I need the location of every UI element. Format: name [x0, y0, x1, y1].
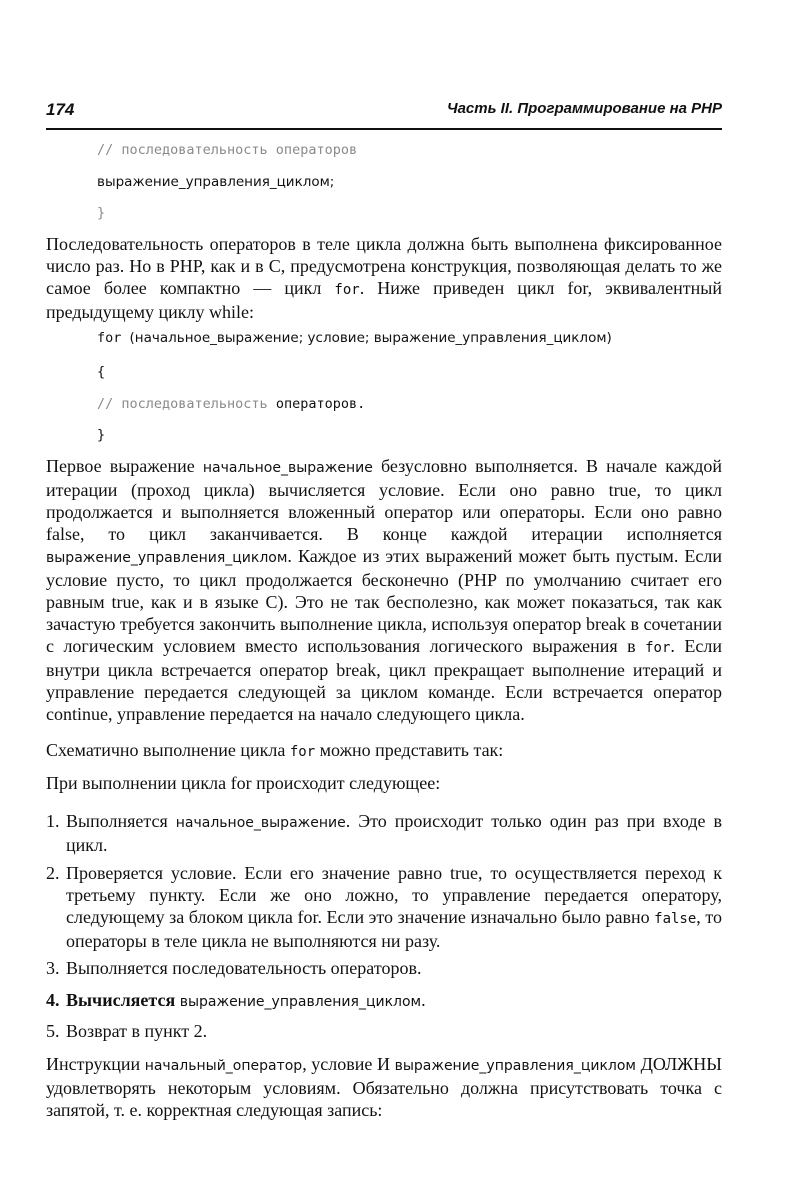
code-expression: выражение_управления_циклом; — [97, 174, 335, 190]
list-item-2-text-2: , то операторы в теле цикла не выполняются ни разу. — [66, 907, 722, 951]
para5-init-op: начальный_оператор — [144, 1058, 303, 1074]
para2-loop-expr: выражение_управления_циклом — [46, 550, 288, 566]
code-close-brace-2: } — [97, 427, 106, 443]
list-item-1 — [46, 810, 722, 856]
code-open-brace: { — [97, 364, 106, 380]
code-for-args: (начальное_выражение; условие; выражение_управления_циклом) — [129, 330, 612, 346]
paragraph-instructions — [46, 1053, 722, 1121]
code-for-keyword: for — [97, 330, 122, 346]
paragraph-for-explanation — [46, 455, 722, 725]
page-header — [46, 98, 722, 130]
list-number: 4. — [46, 990, 60, 1010]
para3-text-2: можно представить так: — [315, 740, 504, 760]
page-number: 174 — [46, 100, 75, 119]
list-number: 3. — [46, 958, 60, 978]
para2-text-2: безусловно выполняется. В начале каждой итерации (проход цикла) вычисляется условие. Если оно равно true, то цикл продолжается и выполняется вложенный оператор или операторы. Если оно равно false, то цикл заканчивается. В конце каждой итерации исполняется — [46, 456, 722, 544]
para3-text-1: Схематично выполнение цикла — [46, 740, 290, 760]
para1-text-2: . Ниже приведен цикл for, эквивалентный предыдущему циклу while: — [46, 278, 722, 322]
para2-for-keyword: for — [645, 640, 671, 656]
para2-text-4: . Если внутри цикла встречается оператор break, цикл прекращает выполнение итераций и управление передается следующей за циклом команде. Если встречается оператор continue, управление передается на начало следующего цикла. — [46, 636, 722, 724]
paragraph-scheme — [46, 739, 722, 763]
code-close-brace: } — [97, 205, 106, 221]
para2-init-expr: начальное_выражение — [202, 460, 373, 476]
para5-loop-expr: выражение_управления_циклом — [394, 1058, 636, 1074]
para5-text-1: Инструкции — [46, 1054, 145, 1074]
list-item-5-text: Возврат в пункт 2. — [66, 1021, 208, 1041]
code-body-ops: операторов. — [275, 396, 366, 412]
para3-for-keyword: for — [289, 744, 316, 760]
para5-text-3: ДОЛЖНЫ удовлетворять некоторым условиям. Обязательно должна присутствовать точка с запятой, т. е. корректная следующая запись: — [46, 1054, 722, 1120]
code-body-comment: // последовательность — [97, 396, 268, 412]
code-expression-line — [97, 174, 334, 190]
list-number: 1. — [46, 811, 60, 831]
list-item-4-text: . — [421, 990, 426, 1010]
list-item-2-false: false — [654, 911, 697, 927]
para5-text-2: , условие И — [302, 1054, 395, 1074]
para2-text-3: . Каждое из этих выражений может быть пустым. Если условие пусто, то цикл продолжается бесконечно (PHP по умолчанию считает его равным true, как и в языке С). Это не так бесполезно, как может показаться, так как зачастую требуется закончить выполнение цикла, используя оператор break в сочетании с логическим условием вместо использования логического выражения в — [46, 546, 722, 656]
code-body-line — [97, 396, 365, 412]
list-item-2 — [46, 862, 722, 952]
list-item-3 — [46, 957, 722, 979]
list-item-4 — [46, 989, 722, 1013]
code-comment-line: // последовательность операторов — [97, 142, 358, 158]
list-item-1-text-1: Выполняется — [66, 811, 176, 831]
para1-text-1: Последовательность операторов в теле цикла должна быть выполнена фиксированное число раз. Но в PHP, как и в С, предусмотрена конструкция, позволяющая делать то же самое более компактно — цикл — [46, 234, 722, 298]
para2-text-1: Первое выражение — [46, 456, 203, 476]
para1-for-keyword: for — [334, 282, 360, 298]
list-item-5 — [46, 1020, 722, 1042]
list-number: 2. — [46, 863, 60, 883]
paragraph-execution: При выполнении цикла for происходит следующее: — [46, 773, 441, 793]
running-title: Часть II. Программирование на PHP — [446, 100, 722, 117]
list-item-3-text: Выполняется последовательность операторов. — [66, 958, 422, 978]
paragraph-for-intro — [46, 233, 722, 323]
list-item-2-text-1: Проверяется условие. Если его значение равно true, то осуществляется переход к третьему пункту. Если же оно ложно, то управление передается оператору, следующему за блоком цикла for. Если это значение изначально было равно — [66, 863, 722, 927]
list-item-1-text-2: . Это происходит только один раз при входе в цикл. — [66, 811, 723, 855]
code-for-line — [97, 330, 612, 346]
list-item-1-init-expr: начальное_выражение — [175, 815, 346, 831]
list-item-4-bold: Вычисляется — [66, 990, 176, 1010]
list-item-4-loop-expr: выражение_управления_циклом — [179, 994, 422, 1010]
list-number: 5. — [46, 1021, 60, 1041]
